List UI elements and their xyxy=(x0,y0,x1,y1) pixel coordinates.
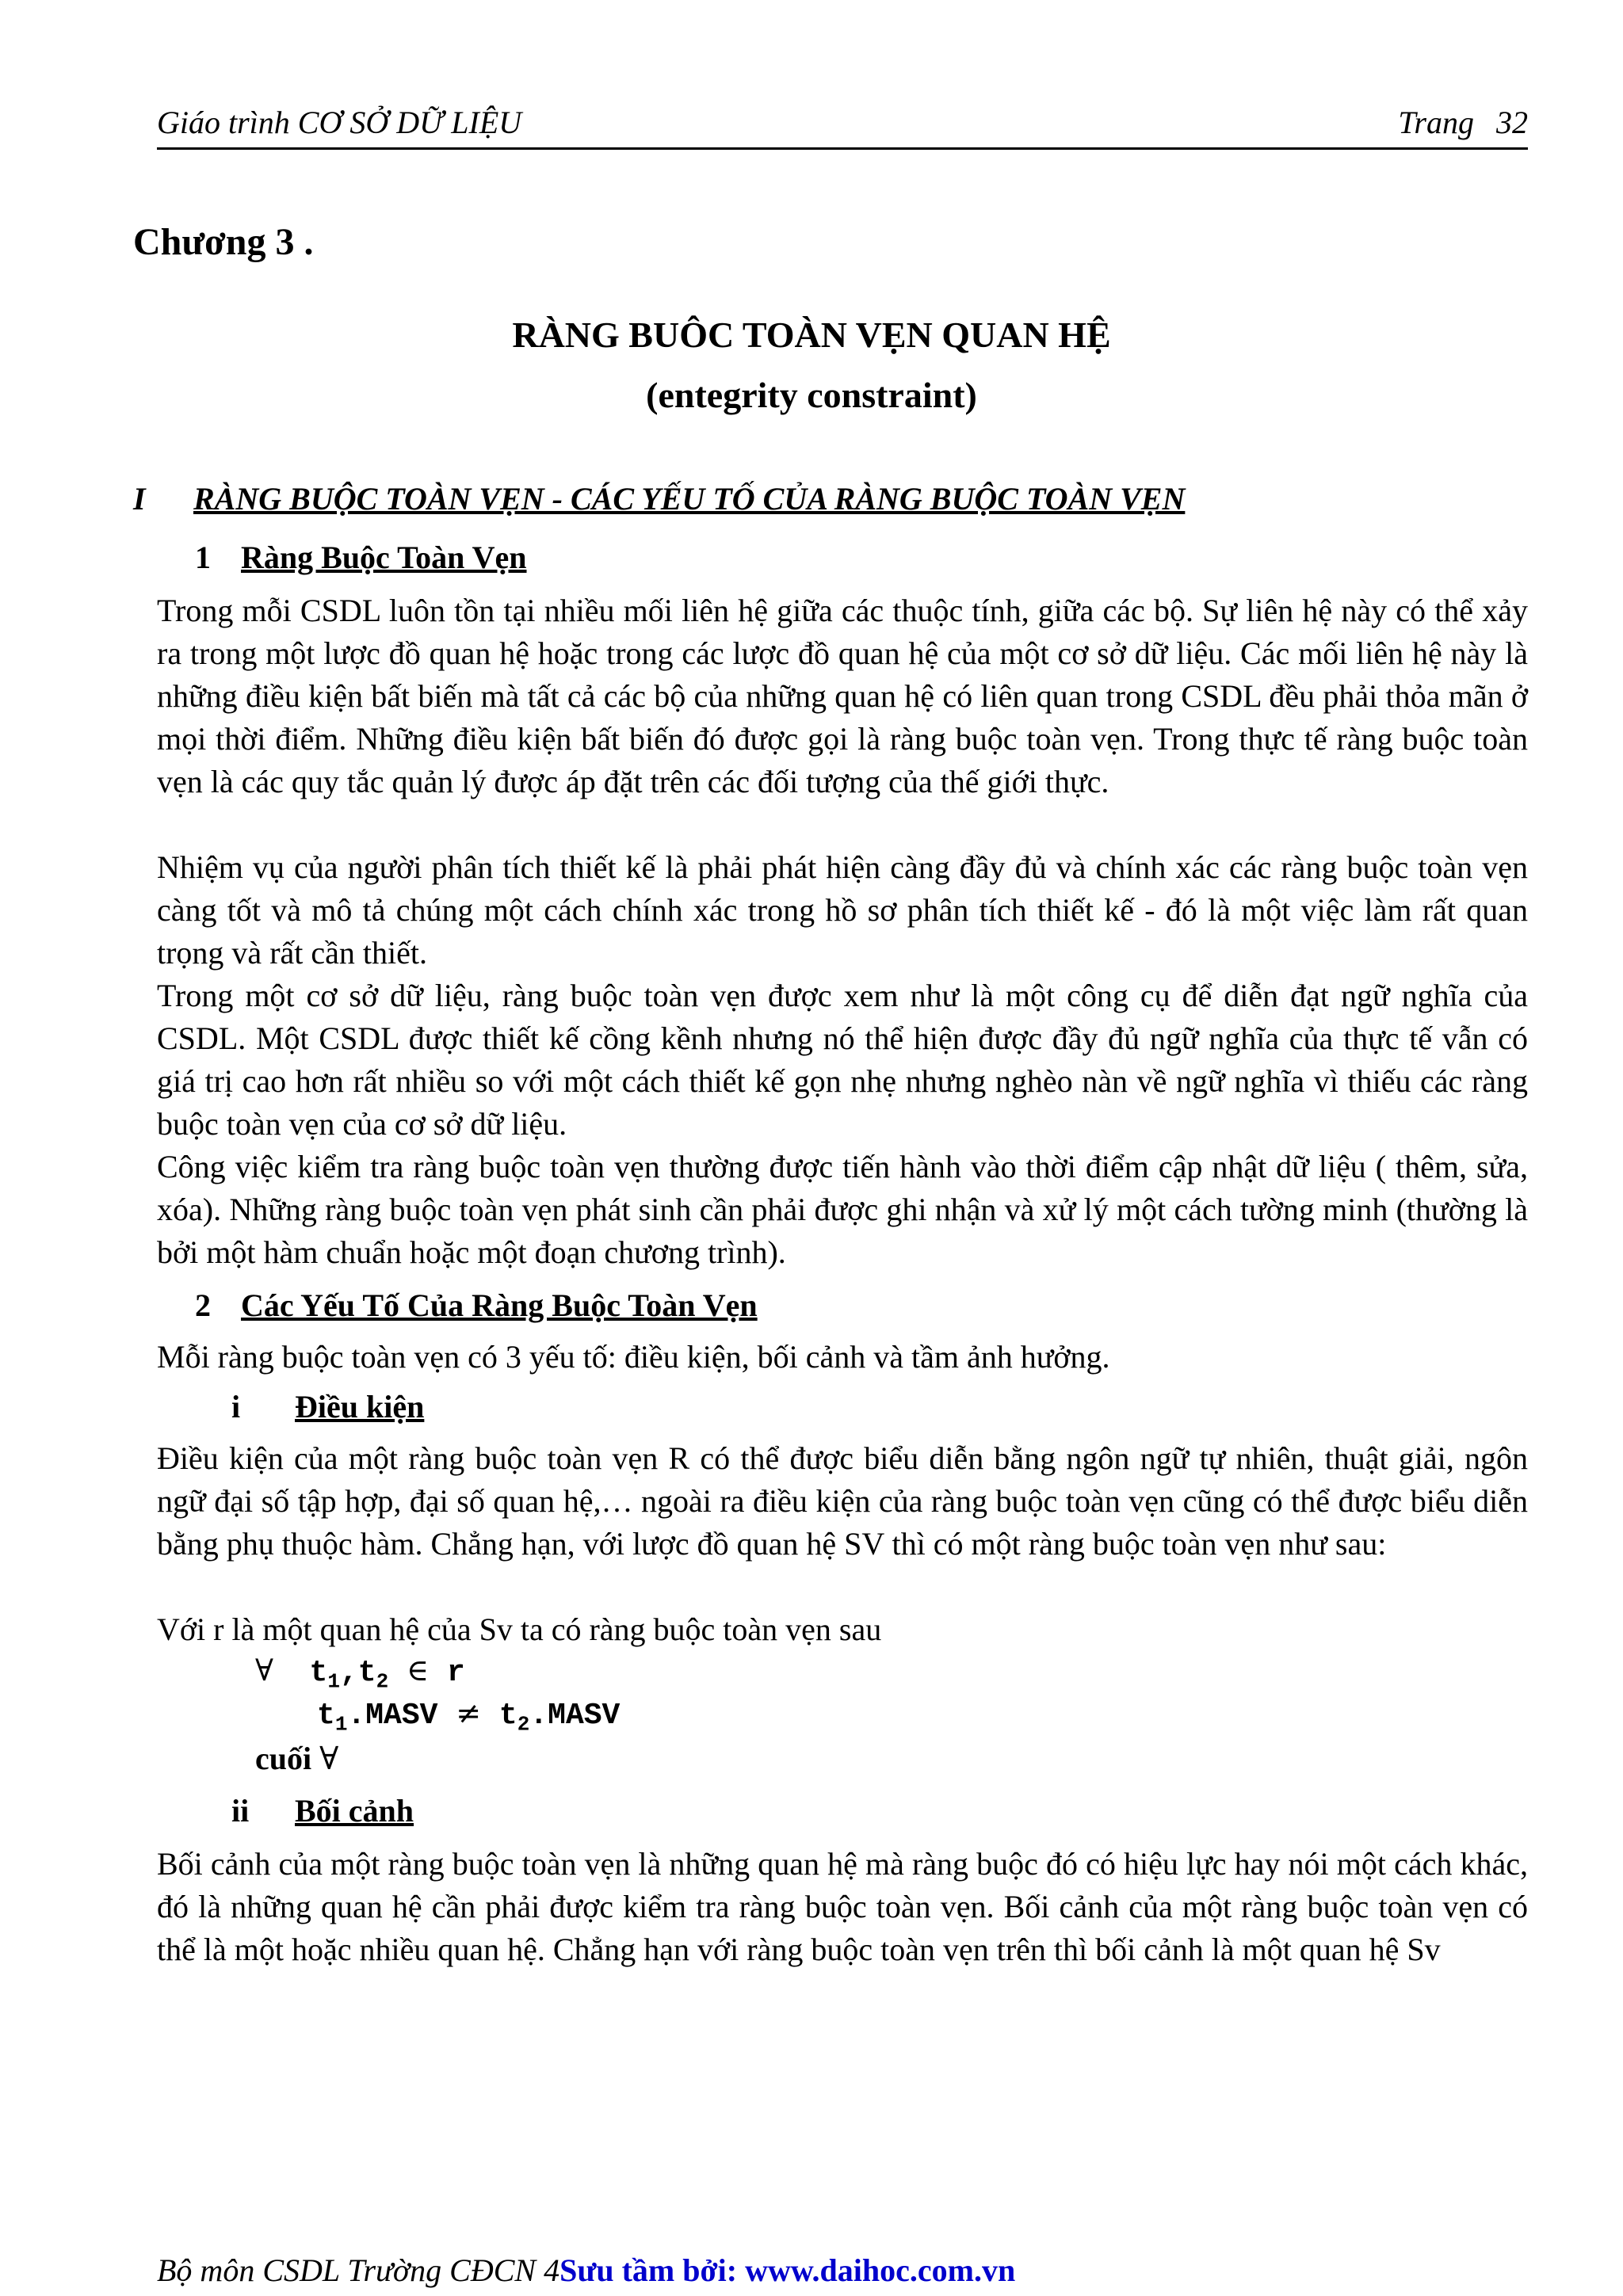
section-heading xyxy=(133,480,1185,517)
item-ii-title: Bối cảnh xyxy=(295,1793,414,1829)
item-ii-heading xyxy=(231,1792,414,1829)
footer-department: Bộ môn CSDL Trường CĐCN 4 xyxy=(157,2252,560,2288)
section-title: RÀNG BUỘC TOÀN VẸN - CÁC YẾU TỐ CỦA RÀNG BUỘC TOÀN VẸN xyxy=(193,481,1186,517)
header-title: Giáo trình CƠ SỞ DỮ LIỆU xyxy=(157,105,522,140)
subsection-2-number: 2 xyxy=(195,1287,211,1323)
footer-credit: Sưu tầm bởi: www.daihoc.com.vn xyxy=(559,2252,1016,2288)
item-i-number: i xyxy=(231,1389,241,1425)
header-rule xyxy=(157,147,1528,150)
chapter-title: RÀNG BUÔC TOÀN VẸN QUAN HỆ xyxy=(512,315,1111,355)
not-equal-symbol: ≠ xyxy=(456,1695,482,1730)
page-footer xyxy=(157,2252,1015,2289)
page-header xyxy=(157,101,1528,144)
subsection-2-title: Các Yếu Tố Của Ràng Buộc Toàn Vẹn xyxy=(241,1287,758,1323)
item-ii-number: ii xyxy=(231,1793,250,1829)
forall-symbol: ∀ xyxy=(255,1653,273,1688)
paragraph-context: Bối cảnh của một ràng buộc toàn vẹn là những quan hệ mà ràng buộc đó có hiệu lực hay nói một cách khác, đó là những quan hệ cần phải được kiểm tra ràng buộc toàn vẹn. Bối cảnh của một ràng buộc toàn vẹn có thể là một hoặc nhiều quan hệ. Chẳng hạn với ràng buộc toàn vẹn trên thì bối cảnh là một quan hệ Sv xyxy=(157,1846,1528,1967)
paragraph-example-intro: Với r là một quan hệ của Sv ta có ràng buộc toàn vẹn sau xyxy=(157,1611,882,1647)
subsection-1-title: Ràng Buộc Toàn Vẹn xyxy=(241,540,527,575)
formula-line-2: $t_1.MASV$ ≠ $t_2.MASV$ xyxy=(317,1695,621,1737)
subsection-1-number: 1 xyxy=(195,540,211,575)
paragraph-elements: Mỗi ràng buộc toàn vẹn có 3 yếu tố: điều kiện, bối cảnh và tầm ảnh hưởng. xyxy=(157,1339,1110,1375)
item-i-title: Điều kiện xyxy=(295,1389,425,1425)
header-page-number: 32 xyxy=(1496,105,1528,140)
chapter-heading: Chương 3 . xyxy=(133,221,314,263)
formula-line-1: ∀ $t_1,t_2$ ∈ r xyxy=(255,1653,465,1694)
paragraph-3: Trong một cơ sở dữ liệu, ràng buộc toàn vẹn được xem như là một công cụ để diễn đạt ngữ nghĩa của CSDL. Một CSDL được thiết kế cồng kềnh nhưng nó thể hiện được đầy đủ ngữ nghĩa của thực tế vẫn có giá trị cao hơn rất nhiều so với một cách thiết kế gọn nhẹ nhưng nghèo nàn về ngữ nghĩa vì thiếu các ràng buộc toàn vẹn của cơ sở dữ liệu. xyxy=(157,978,1528,1142)
paragraph-2: Nhiệm vụ của người phân tích thiết kế là phải phát hiện càng đầy đủ và chính xác các ràng buộc toàn vẹn càng tốt và mô tả chúng một cách chính xác trong hồ sơ phân tích thiết kế - đó là một việc làm rất quan trọng và rất cần thiết. xyxy=(157,849,1528,971)
forall-symbol-end: ∀ xyxy=(319,1741,339,1777)
section-number: I xyxy=(133,481,146,517)
item-i-heading xyxy=(231,1388,424,1425)
subsection-1-heading xyxy=(195,539,527,576)
header-page xyxy=(1398,101,1528,144)
chapter-subtitle: (entegrity constraint) xyxy=(646,375,977,415)
subsection-2-heading xyxy=(195,1287,758,1324)
element-of-symbol: ∈ xyxy=(407,1653,430,1688)
paragraph-condition: Điều kiện của một ràng buộc toàn vẹn R có thể được biểu diễn bằng ngôn ngữ tự nhiên, thuật giải, ngôn ngữ đại số tập hợp, đại số quan hệ,… ngoài ra điều kiện của ràng buộc toàn vẹn cũng có thể được biểu diễn bằng phụ thuộc hàm. Chẳng hạn, với lược đồ quan hệ SV thì có một ràng buộc toàn vẹn như sau: xyxy=(157,1440,1528,1562)
paragraph-1: Trong mỗi CSDL luôn tồn tại nhiều mối liên hệ giữa các thuộc tính, giữa các bộ. Sự liên hệ này có thể xảy ra trong một lược đồ quan hệ hoặc trong các lược đồ quan hệ của một cơ sở dữ liệu. Các mối liên hệ này là những điều kiện bất biến mà tất cả các bộ của những quan hệ có liên quan trong CSDL đều phải thỏa mãn ở mọi thời điểm. Những điều kiện bất biến đó được gọi là ràng buộc toàn vẹn. Trong thực tế ràng buộc toàn vẹn là các quy tắc quản lý được áp đặt trên các đối tượng của thế giới thực. xyxy=(157,593,1528,799)
header-page-label: Trang xyxy=(1398,105,1474,140)
paragraph-4: Công việc kiểm tra ràng buộc toàn vẹn thường được tiến hành vào thời điểm cập nhật dữ liệu ( thêm, sửa, xóa). Những ràng buộc toàn vẹn phát sinh cần phải được ghi nhận và xử lý một cách tường minh (thường là bởi một hàm chuẩn hoặc một đoạn chương trình). xyxy=(157,1149,1528,1270)
formula-end: cuối ∀ xyxy=(255,1741,339,1777)
